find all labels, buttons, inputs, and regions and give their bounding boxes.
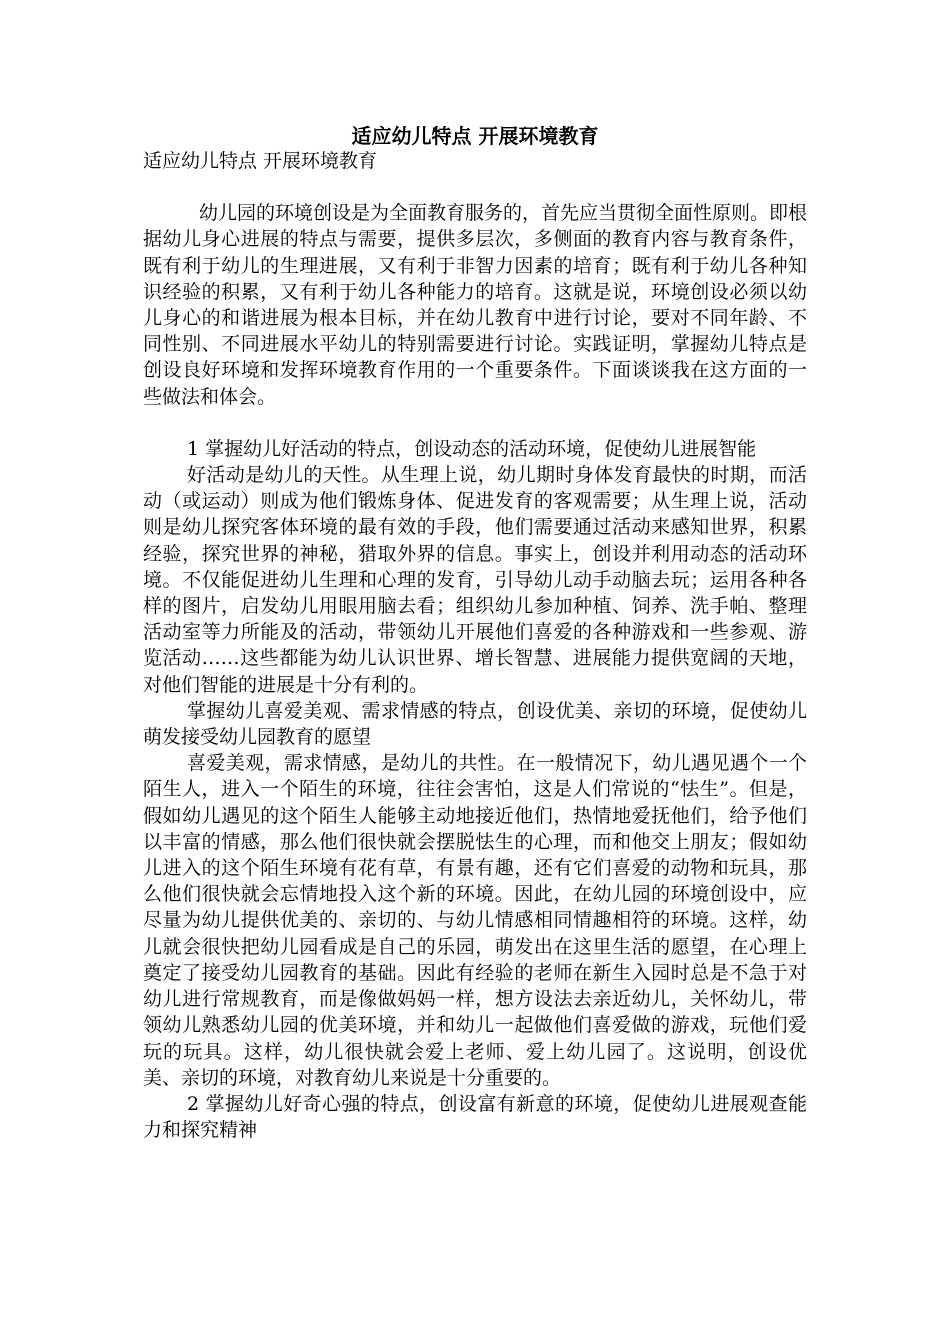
document-body bbox=[143, 148, 807, 1143]
paragraph-gap bbox=[143, 410, 807, 436]
section-heading-unnumbered: 掌握幼儿喜爱美观、需求情感的特点，创设优美、亲切的环境，促使幼儿萌发接受幼儿园教育的愿望 bbox=[143, 699, 807, 749]
intro-paragraph: 幼儿园的环境创设是为全面教育服务的，首先应当贯彻全面性原则。即根据幼儿身心进展的特点与需要，提供多层次，多侧面的教育内容与教育条件，既有利于幼儿的生理进展，又有利于非智力因素的培育；既有利于幼儿各种知识经验的积累，又有利于幼儿各种能力的培育。这就是说，环境创设必须以幼儿身心的和谐进展为根本目标，并在幼儿教育中进行讨论，要对不同年龄、不同性别、不同进展水平幼儿的特别需要进行讨论。实践证明，掌握幼儿特点是创设良好环境和发挥环境教育作用的一个重要条件。下面谈谈我在这方面的一些做法和体会。 bbox=[143, 202, 808, 408]
document-title: 适应幼儿特点 开展环境教育 bbox=[351, 124, 599, 148]
body-paragraph: 喜爱美观，需求情感，是幼儿的共性。在一般情况下，幼儿遇见遇个一个陌生人，进入一个陌生的环境，往往会害怕，这是人们常说的“怯生”。但是，假如幼儿遇见的这个陌生人能够主动地接近他们，热情地爱抚他们，给予他们以丰富的情感，那么他们很快就会摆脱怯生的心理，而和他交上朋友；假如幼儿进入的这个陌生环境有花有草，有景有趣，还有它们喜爱的动物和玩具，那么他们很快就会忘情地投入这个新的环境。因此，在幼儿园的环境创设中，应尽量为幼儿提供优美的、亲切的、与幼儿情感相同情趣相符的环境。这样，幼儿就会很快把幼儿园看成是自己的乐园，萌发出在这里生活的愿望，在心理上奠定了接受幼儿园教育的基础。因此有经验的老师在新生入园时总是不急于对幼儿进行常规教育，而是像做妈妈一样，想方设法去亲近幼儿，关怀幼儿，带领幼儿熟悉幼儿园的优美环境，并和幼儿一起做他们喜爱做的游戏，玩他们爱玩的玩具。这样，幼儿很快就会爱上老师、爱上幼儿园了。这说明，创设优美、亲切的环境，对教育幼儿来说是十分重要的。 bbox=[143, 752, 807, 1089]
section-heading-1: 1 掌握幼儿好活动的特点，创设动态的活动环境，促使幼儿进展智能 bbox=[187, 437, 757, 460]
section-heading-2: 2 掌握幼儿好奇心强的特点，创设富有新意的环境，促使幼儿进展观查能力和探究精神 bbox=[143, 1092, 807, 1142]
document-subtitle: 适应幼儿特点 开展环境教育 bbox=[143, 150, 378, 172]
paragraph-gap bbox=[143, 174, 807, 200]
body-paragraph: 好活动是幼儿的天性。从生理上说，幼儿期时身体发育最快的时期，而活动（或运动）则成为他们锻炼身体、促进发育的客观需要；从生理上说，活动则是幼儿探究客体环境的最有效的手段，他们需要通过活动来感知世界，积累经验，探究世界的神秘，猎取外界的信息。事实上，创设并利用动态的活动环境。不仅能促进幼儿生理和心理的发育，引导幼儿动手动脑去玩；运用各种各样的图片，启发幼儿用眼用脑去看；组织幼儿参加种植、饲养、洗手帕、整理活动室等力所能及的活动，带领幼儿开展他们喜爱的各种游戏和一些参观、游览活动……这些都能为幼儿认识世界、增长智慧、进展能力提供宽阔的天地，对他们智能的进展是十分有利的。 bbox=[143, 464, 807, 696]
